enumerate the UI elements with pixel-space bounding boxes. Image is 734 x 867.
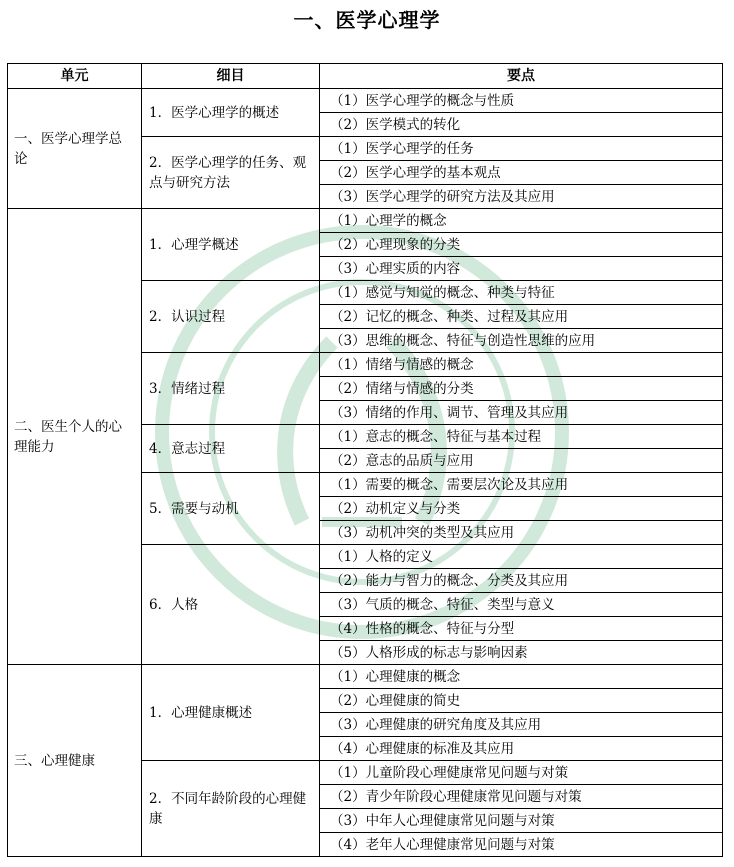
syllabus-table (7, 63, 723, 857)
detail-cell: 5．需要与动机 (142, 473, 320, 545)
point-cell: （3）动机冲突的类型及其应用 (320, 521, 723, 545)
point-cell: （3）医学心理学的研究方法及其应用 (320, 185, 723, 209)
point-cell: （2）动机定义与分类 (320, 497, 723, 521)
point-cell: （2）意志的品质与应用 (320, 449, 723, 473)
detail-cell: 3．情绪过程 (142, 353, 320, 425)
point-cell: （2）能力与智力的概念、分类及其应用 (320, 569, 723, 593)
detail-cell: 1．心理学概述 (142, 209, 320, 281)
page-title: 一、医学心理学 (293, 8, 441, 32)
point-cell: （4）老年人心理健康常见问题与对策 (320, 833, 723, 857)
point-cell: （3）心理健康的研究角度及其应用 (320, 713, 723, 737)
point-cell: （2）医学心理学的基本观点 (320, 161, 723, 185)
detail-cell: 2．不同年龄阶段的心理健康 (142, 761, 320, 857)
point-cell: （2）医学模式的转化 (320, 113, 723, 137)
point-cell: （1）意志的概念、特征与基本过程 (320, 425, 723, 449)
point-cell: （1）心理学的概念 (320, 209, 723, 233)
point-cell: （1）人格的定义 (320, 545, 723, 569)
point-cell: （1）情绪与情感的概念 (320, 353, 723, 377)
point-cell: （4）心理健康的标准及其应用 (320, 737, 723, 761)
point-cell: （3）心理实质的内容 (320, 257, 723, 281)
table-body (8, 89, 723, 857)
table-header-row (8, 64, 723, 89)
table-row (8, 209, 723, 233)
table-row (8, 89, 723, 113)
point-cell: （1）儿童阶段心理健康常见问题与对策 (320, 761, 723, 785)
header-unit: 单元 (8, 64, 142, 89)
header-points: 要点 (320, 64, 723, 89)
point-cell: （2）情绪与情感的分类 (320, 377, 723, 401)
point-cell: （3）思维的概念、特征与创造性思维的应用 (320, 329, 723, 353)
point-cell: （2）青少年阶段心理健康常见问题与对策 (320, 785, 723, 809)
point-cell: （2）记忆的概念、种类、过程及其应用 (320, 305, 723, 329)
point-cell: （5）人格形成的标志与影响因素 (320, 641, 723, 665)
detail-cell: 6．人格 (142, 545, 320, 665)
point-cell: （3）中年人心理健康常见问题与对策 (320, 809, 723, 833)
unit-cell: 二、医生个人的心理能力 (8, 209, 142, 665)
point-cell: （1）感觉与知觉的概念、种类与特征 (320, 281, 723, 305)
detail-cell: 2．医学心理学的任务、观点与研究方法 (142, 137, 320, 209)
point-cell: （3）情绪的作用、调节、管理及其应用 (320, 401, 723, 425)
point-cell: （3）气质的概念、特征、类型与意义 (320, 593, 723, 617)
point-cell: （2）心理健康的简史 (320, 689, 723, 713)
unit-cell: 一、医学心理学总论 (8, 89, 142, 209)
detail-cell: 1．医学心理学的概述 (142, 89, 320, 137)
point-cell: （1）需要的概念、需要层次论及其应用 (320, 473, 723, 497)
point-cell: （1）医学心理学的任务 (320, 137, 723, 161)
point-cell: （4）性格的概念、特征与分型 (320, 617, 723, 641)
detail-cell: 2．认识过程 (142, 281, 320, 353)
table-row (8, 665, 723, 689)
point-cell: （2）心理现象的分类 (320, 233, 723, 257)
header-detail: 细目 (142, 64, 320, 89)
detail-cell: 1．心理健康概述 (142, 665, 320, 761)
point-cell: （1）医学心理学的概念与性质 (320, 89, 723, 113)
unit-cell: 三、心理健康 (8, 665, 142, 857)
detail-cell: 4．意志过程 (142, 425, 320, 473)
point-cell: （1）心理健康的概念 (320, 665, 723, 689)
